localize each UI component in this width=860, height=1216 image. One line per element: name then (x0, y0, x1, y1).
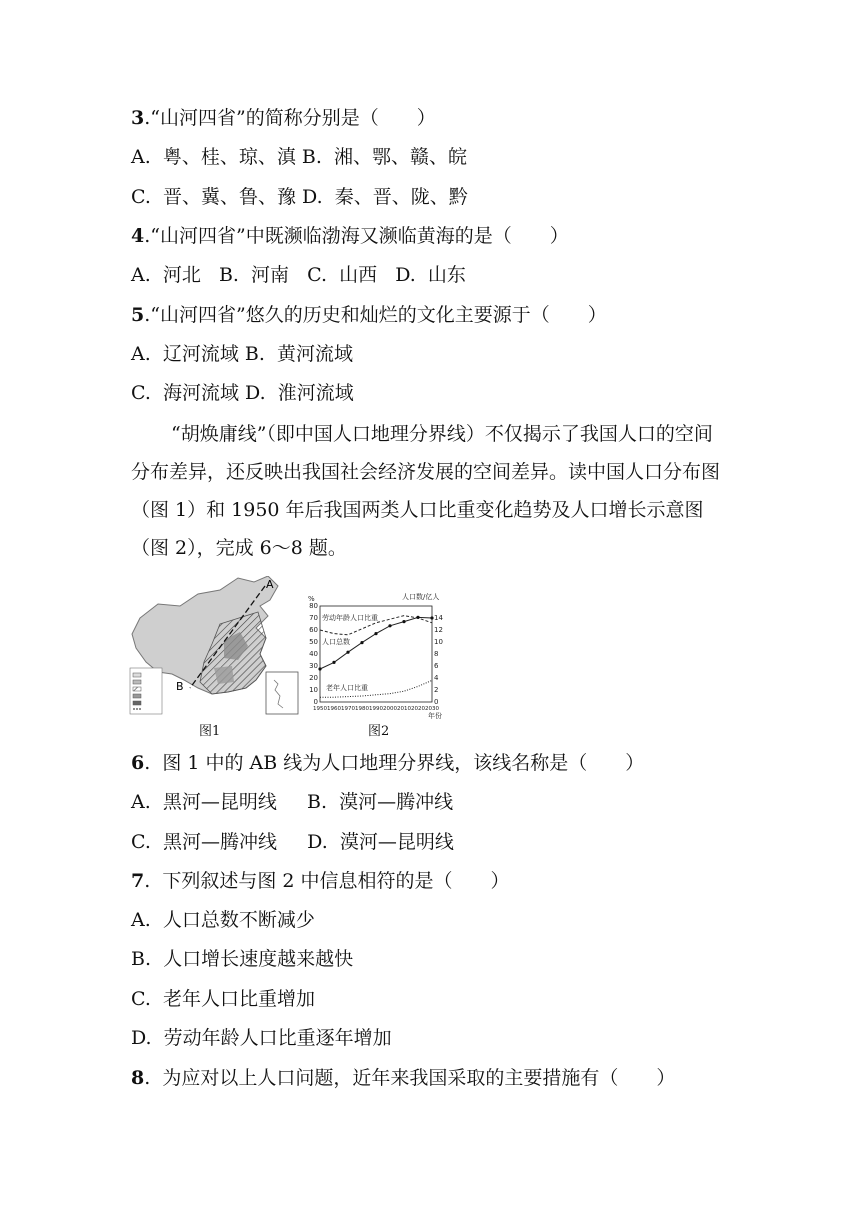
option-line: A. 河北 B. 河南 C. 山西 D. 山东 (131, 264, 466, 286)
question-4 (131, 224, 569, 248)
x-tick-label: 1960 (327, 706, 341, 712)
left-tick-label: 80 (309, 602, 318, 610)
data-point (374, 632, 377, 635)
x-tick-label: 1950 (313, 706, 327, 712)
left-tick-label: 40 (309, 650, 318, 658)
question-number: 6 (131, 752, 145, 774)
x-tick-label: 1980 (355, 706, 369, 712)
right-tick-label: 10 (434, 638, 443, 646)
option-line: D. 劳动年龄人口比重逐年增加 (131, 1027, 392, 1049)
series-label-total-population: 人口总数 (322, 638, 350, 646)
question-stem: .“山河四省”悠久的历史和灿烂的文化主要源于（ ） (144, 304, 607, 326)
option-line: C. 黑河—腾冲线 D. 漠河—昆明线 (131, 831, 454, 853)
x-tick-label: 1990 (369, 706, 383, 712)
question-stem: . 为应对以上人口问题，近年来我国采取的主要措施有（ ） (144, 1067, 676, 1089)
option-line: A. 黑河—昆明线 B. 漠河—腾冲线 (131, 791, 454, 813)
right-axis-unit: 人口数/亿人 (402, 593, 440, 601)
data-point (416, 616, 419, 619)
reading-passage: “胡焕庸线”（即中国人口地理分界线）不仅揭示了我国人口的空间分布差异，还反映出我国社会经济发展的空间差异。读中国人口分布图（图 1）和 1950 年后我国两类人口比重变化趋势及人口增长示意图（图 2），完成 6～8 题。 (131, 423, 721, 559)
x-tick-label: 2030 (425, 706, 439, 712)
question-stem: . 下列叙述与图 2 中信息相符的是（ ） (144, 870, 510, 892)
question-stem: .“山河四省”的简称分别是（ ） (144, 107, 436, 129)
figure1-caption: 图1 (199, 724, 221, 739)
figure2-caption: 图2 (368, 724, 390, 739)
data-point (430, 616, 433, 619)
question-number: 8 (131, 1067, 145, 1089)
data-point (402, 620, 405, 623)
question-number: 7 (131, 870, 145, 892)
option-line: A. 粤、桂、琼、滇 B. 湘、鄂、赣、皖 (131, 146, 467, 168)
option-line: B. 人口增长速度越来越快 (131, 948, 354, 970)
x-axis-unit: 年份 (428, 712, 442, 720)
right-tick-label: 4 (434, 674, 439, 682)
question-number: 5 (131, 304, 145, 326)
question-5 (131, 303, 607, 327)
question-8 (131, 1066, 675, 1090)
question-stem: . 图 1 中的 AB 线为人口地理分界线，该线名称是（ ） (144, 752, 645, 774)
left-tick-label: 0 (313, 698, 318, 706)
option-line: A. 辽河流域 B. 黄河流域 (131, 343, 353, 365)
x-tick-label: 2000 (383, 706, 397, 712)
china-population-map (128, 576, 300, 716)
left-tick-label: 50 (309, 638, 318, 646)
right-tick-label: 6 (434, 662, 439, 670)
question-3 (131, 106, 436, 130)
right-tick-label: 0 (434, 698, 439, 706)
left-tick-label: 30 (309, 662, 318, 670)
question-number: 3 (131, 107, 145, 129)
question-number: 4 (131, 225, 145, 247)
x-tick-label: 1970 (341, 706, 355, 712)
label-a: A (266, 578, 274, 591)
data-point (346, 651, 349, 654)
right-tick-label: 14 (434, 614, 443, 622)
option-line: C. 老年人口比重增加 (131, 988, 315, 1010)
data-point (332, 661, 335, 664)
left-axis-unit: % (308, 595, 315, 603)
question-7 (131, 869, 510, 893)
left-tick-label: 10 (309, 686, 318, 694)
option-line: C. 晋、冀、鲁、豫 D. 秦、晋、陇、黔 (131, 186, 468, 208)
option-line: A. 人口总数不断减少 (131, 909, 315, 931)
right-tick-label: 12 (434, 626, 443, 634)
left-tick-label: 60 (309, 626, 318, 634)
question-stem: .“山河四省”中既濒临渤海又濒临黄海的是（ ） (144, 225, 569, 247)
left-tick-label: 70 (309, 614, 318, 622)
left-tick-label: 20 (309, 674, 318, 682)
data-point (360, 641, 363, 644)
data-point (318, 667, 321, 670)
series-label-elderly: 老年人口比重 (326, 684, 368, 692)
label-b: B (176, 680, 184, 693)
series-label-working-age: 劳动年龄人口比重 (322, 614, 378, 622)
x-tick-label: 2020 (411, 706, 425, 712)
question-6 (131, 751, 644, 775)
data-point (388, 624, 391, 627)
right-tick-label: 8 (434, 650, 439, 658)
x-tick-label: 2010 (397, 706, 411, 712)
right-tick-label: 2 (434, 686, 439, 694)
population-trend-chart (306, 592, 458, 720)
option-line: C. 海河流域 D. 淮河流域 (131, 382, 354, 404)
